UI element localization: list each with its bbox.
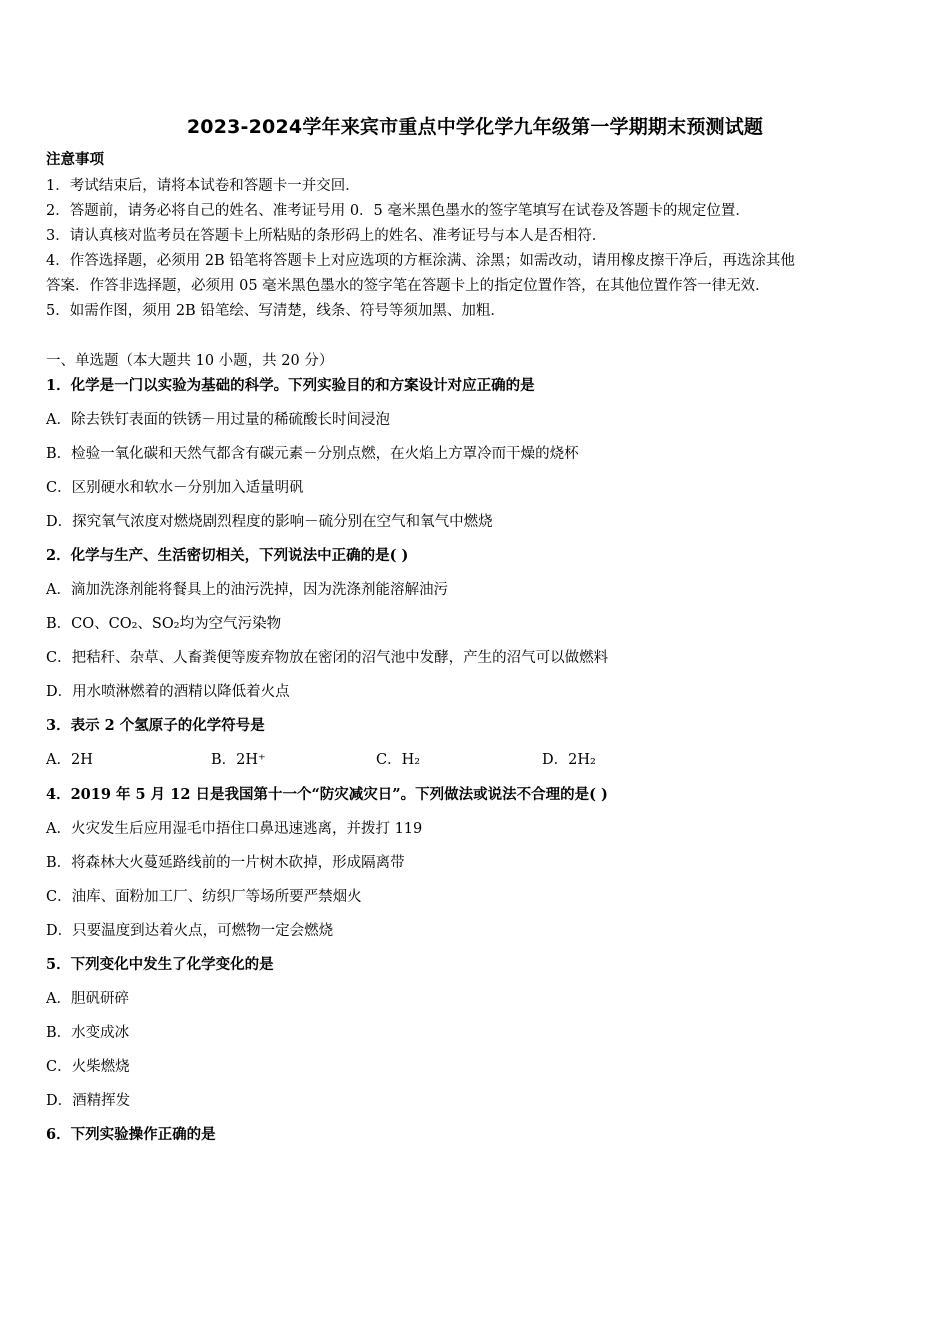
option-1c: C．区别硬水和软水－分别加入适量明矾 — [46, 480, 304, 496]
notice-item: 5．如需作图，须用 2B 铅笔绘、写清楚，线条、符号等须加黑、加粗． — [46, 303, 505, 319]
option-3d: D．2H₂ — [542, 752, 596, 768]
option-4b: B．将森林大火蔓延路线前的一片树木砍掉，形成隔离带 — [46, 855, 405, 871]
option-1a: A．除去铁钉表面的铁锈－用过量的稀硫酸长时间浸泡 — [46, 412, 390, 428]
option-2a: A．滴加洗涤剂能将餐具上的油污洗掉，因为洗涤剂能溶解油污 — [46, 582, 448, 598]
option-2d: D．用水喷淋燃着的酒精以降低着火点 — [46, 684, 290, 700]
option-5a: A．胆矾研碎 — [46, 991, 129, 1007]
option-3a: A．2H — [46, 752, 93, 768]
option-4c: C．油库、面粉加工厂、纺织厂等场所要严禁烟火 — [46, 889, 362, 905]
notice-item: 4．作答选择题，必须用 2B 铅笔将答题卡上对应选项的方框涂满、涂黑；如需改动，请用橡皮擦干净后，再选涂其他 — [46, 253, 795, 269]
notice-item: 3．请认真核对监考员在答题卡上所粘贴的条形码上的姓名、准考证号与本人是否相符． — [46, 228, 607, 244]
notice-heading: 注意事项 — [46, 151, 104, 168]
section-heading: 一、单选题（本大题共 10 小题，共 20 分） — [46, 353, 334, 369]
notice-item: 2．答题前，请务必将自己的姓名、准考证号用 0．5 毫米黑色墨水的签字笔填写在试卷及答题卡的规定位置． — [46, 203, 750, 219]
exam-title: 2023-2024学年来宾市重点中学化学九年级第一学期期末预测试题 — [186, 116, 764, 138]
option-5b: B．水变成冰 — [46, 1025, 130, 1041]
question-stem-3: 3．表示 2 个氢原子的化学符号是 — [46, 717, 265, 734]
option-3c: C．H₂ — [376, 752, 421, 768]
option-1d: D．探究氧气浓度对燃烧剧烈程度的影响－硫分别在空气和氧气中燃烧 — [46, 514, 493, 530]
option-4d: D．只要温度到达着火点，可燃物一定会燃烧 — [46, 923, 334, 939]
option-2c: C．把秸秆、杂草、人畜粪便等废弃物放在密闭的沼气池中发酵，产生的沼气可以做燃料 — [46, 650, 609, 666]
notice-item: 1．考试结束后，请将本试卷和答题卡一并交回． — [46, 178, 360, 194]
question-stem-6: 6．下列实验操作正确的是 — [46, 1126, 216, 1143]
question-stem-4: 4．2019 年 5 月 12 日是我国第十一个“防灾减灾日”。下列做法或说法不合理的是( ) — [46, 786, 608, 803]
option-1b: B．检验一氧化碳和天然气都含有碳元素－分别点燃，在火焰上方罩冷而干燥的烧杯 — [46, 446, 579, 462]
option-5c: C．火柴燃烧 — [46, 1059, 130, 1075]
option-4a: A．火灾发生后应用湿毛巾捂住口鼻迅速逃离，并拨打 119 — [46, 821, 423, 837]
option-2b: B．CO、CO₂、SO₂均为空气污染物 — [46, 616, 282, 632]
question-stem-2: 2．化学与生产、生活密切相关，下列说法中正确的是( ) — [46, 547, 409, 564]
question-stem-1: 1．化学是一门以实验为基础的科学。下列实验目的和方案设计对应正确的是 — [46, 377, 535, 394]
notice-item: 答案．作答非选择题，必须用 05 毫米黑色墨水的签字笔在答题卡上的指定位置作答，在其他位置作答一律无效． — [46, 278, 770, 294]
option-3b: B．2H⁺ — [211, 752, 266, 768]
option-5d: D．酒精挥发 — [46, 1093, 131, 1109]
question-stem-5: 5．下列变化中发生了化学变化的是 — [46, 956, 274, 973]
